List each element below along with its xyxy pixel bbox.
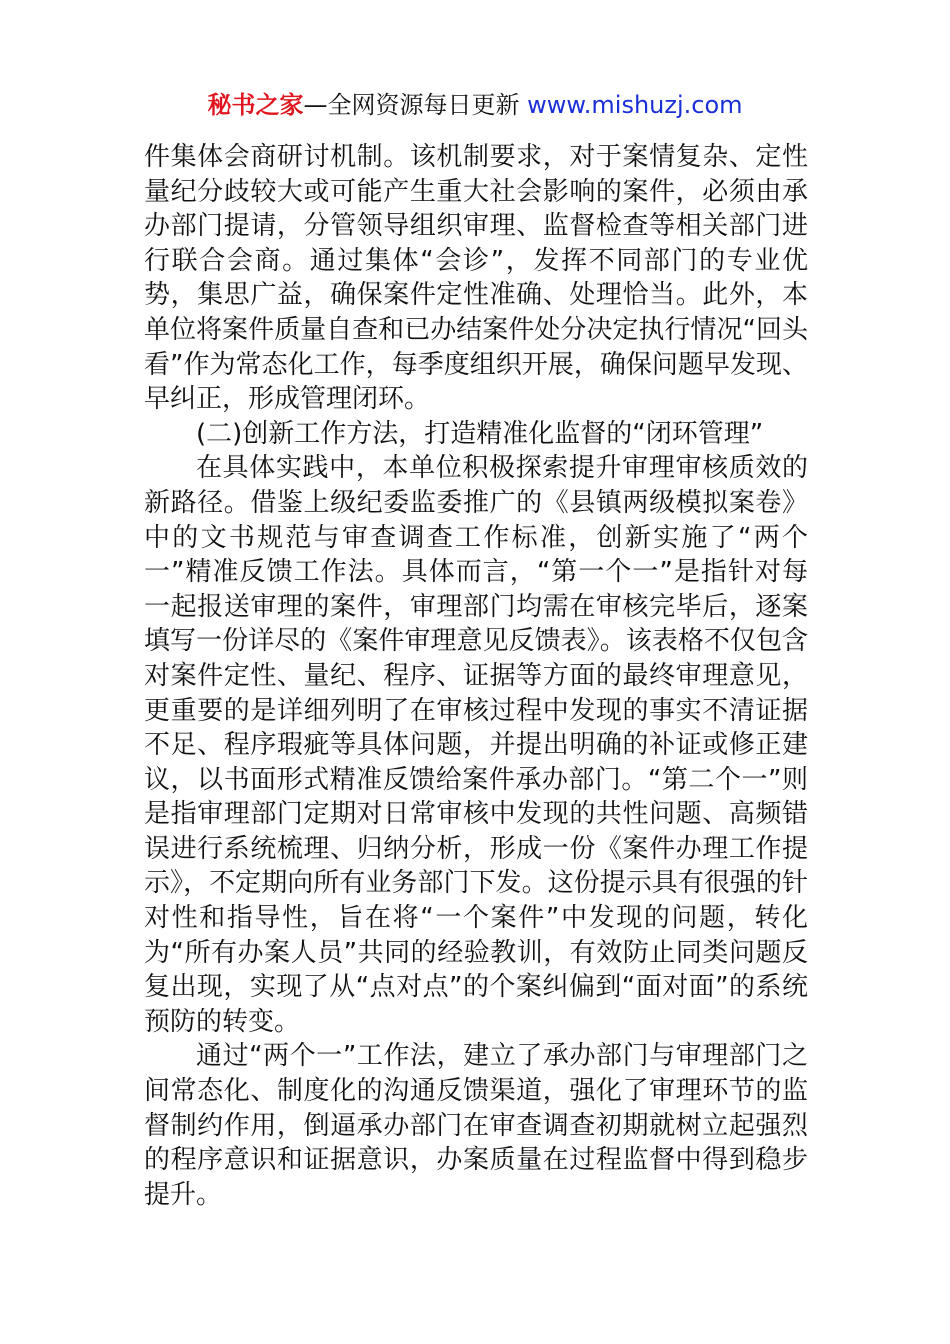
site-tagline: —全网资源每日更新 [303,91,528,119]
section-heading: (二)创新工作方法，打造精准化监督的“闭环管理” [196,418,764,449]
site-brand: 秘书之家 [207,91,304,119]
site-header [0,88,950,122]
paragraph-continued: 件集体会商研讨机制。该机制要求，对于案情复杂、定性量纪分歧较大或可能产生重大社会影响的案件，必须由承办部门提请，分管领导组织审理、监督检查等相关部门进行联合会商。通过集体“会诊”，发挥不同部门的专业优势，集思广益，确保案件定性准确、处理恰当。此外，本单位将案件质量自查和已办结案件处分决定执行情况“回头看”作为常态化工作，每季度组织开展，确保问题早发现、早纠正，形成管理闭环。 [144,142,808,415]
paragraph-practice: 在具体实践中，本单位积极探索提升审理审核质效的新路径。借鉴上级纪委监委推广的《县镇两级模拟案卷》中的文书规范与审查调查工作标准，创新实施了“两个一”精准反馈工作法。具体而言，“第一个一”是指针对每一起报送审理的案件，审理部门均需在审核完毕后，逐案填写一份详尽的《案件审理意见反馈表》。该表格不仅包含对案件定性、量纪、程序、证据等方面的最终审理意见，更重要的是详细列明了在审核过程中发现的事实不清证据不足、程序瑕疵等具体问题，并提出明确的补证或修正建议，以书面形式精准反馈给案件承办部门。“第二个一”则是指审理部门定期对日常审核中发现的共性问题、高频错误进行系统梳理、归纳分析，形成一份《案件办理工作提示》，不定期向所有业务部门下发。这份提示具有很强的针对性和指导性，旨在将“一个案件”中发现的问题，转化为“所有办案人员”共同的经验教训，有效防止同类问题反复出现，实现了从“点对点”的个案纠偏到“面对面”的系统预防的转变。 [144,453,808,1037]
document-body [144,140,808,1212]
paragraph-conclusion: 通过“两个一”工作法，建立了承办部门与审理部门之间常态化、制度化的沟通反馈渠道，强化了审理环节的监督制约作用，倒逼承办部门在审查调查初期就树立起强烈的程序意识和证据意识，办案质量在过程监督中得到稳步提升。 [144,1041,808,1210]
site-url-link[interactable]: www.mishuzj.com [527,91,743,119]
